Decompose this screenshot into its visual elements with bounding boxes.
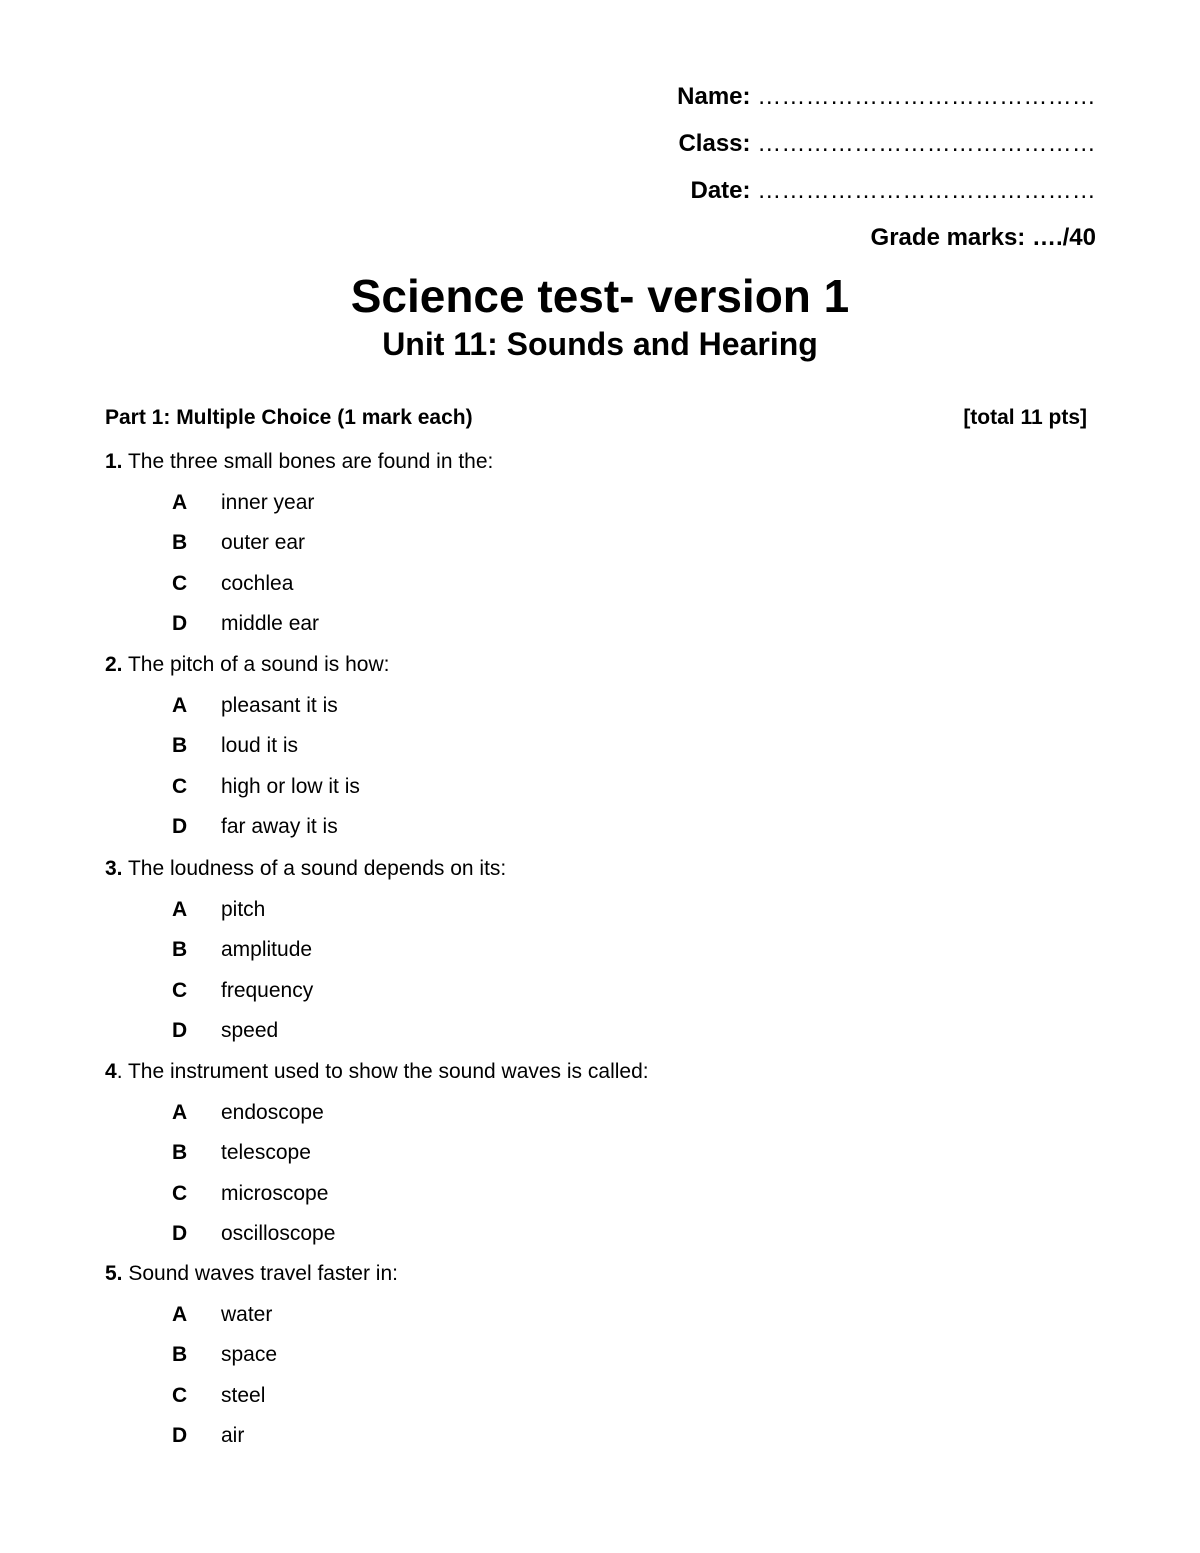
question-number: 4	[105, 1060, 117, 1083]
option-2-b	[172, 732, 298, 760]
option-letter: A	[172, 491, 188, 514]
part-heading	[105, 404, 1087, 432]
option-text: pitch	[221, 898, 266, 921]
option-3-c	[172, 977, 313, 1005]
grade-field	[0, 223, 1096, 253]
option-text: space	[221, 1343, 278, 1366]
grade-value: …./40	[1031, 224, 1096, 251]
question-4	[105, 1058, 649, 1086]
date-field	[0, 176, 1096, 206]
option-4-d	[172, 1220, 335, 1248]
option-3-a	[172, 896, 265, 924]
part-total: [total 11 pts]	[963, 406, 1087, 429]
option-letter: D	[172, 612, 188, 635]
option-text: oscilloscope	[221, 1222, 336, 1245]
question-number: 2.	[105, 653, 123, 676]
option-letter: A	[172, 694, 188, 717]
option-text: steel	[221, 1384, 266, 1407]
option-letter: B	[172, 1343, 188, 1366]
option-letter: A	[172, 1101, 188, 1124]
option-letter: C	[172, 572, 188, 595]
option-text: air	[221, 1424, 245, 1447]
question-2	[105, 651, 389, 679]
option-1-b	[172, 529, 305, 557]
option-letter: C	[172, 979, 188, 1002]
class-blank: ……………………………………	[757, 130, 1096, 157]
option-5-c	[172, 1382, 265, 1410]
option-letter: D	[172, 1019, 188, 1042]
class-label: Class:	[678, 130, 751, 157]
option-text: middle ear	[221, 612, 320, 635]
option-letter: B	[172, 531, 188, 554]
option-text: high or low it is	[221, 775, 360, 798]
question-text: The loudness of a sound depends on its:	[122, 857, 507, 880]
question-1	[105, 448, 493, 476]
question-text: . The instrument used to show the sound waves is called:	[116, 1060, 649, 1083]
option-5-b	[172, 1341, 277, 1369]
option-4-c	[172, 1180, 328, 1208]
question-text: Sound waves travel faster in:	[122, 1262, 398, 1285]
question-3	[105, 855, 506, 883]
question-number: 5.	[105, 1262, 123, 1285]
option-letter: B	[172, 734, 188, 757]
option-text: amplitude	[221, 938, 313, 961]
part-title: Part 1: Multiple Choice (1 mark each)	[105, 406, 473, 429]
question-number: 3.	[105, 857, 123, 880]
page-subtitle: Unit 11: Sounds and Hearing	[382, 326, 818, 362]
option-3-b	[172, 936, 312, 964]
option-2-d	[172, 813, 338, 841]
option-text: loud it is	[221, 734, 299, 757]
option-letter: B	[172, 1141, 188, 1164]
option-5-d	[172, 1422, 244, 1450]
option-letter: D	[172, 815, 188, 838]
date-blank: ……………………………………	[757, 177, 1096, 204]
option-text: far away it is	[221, 815, 338, 838]
option-letter: C	[172, 775, 188, 798]
option-text: cochlea	[221, 572, 294, 595]
option-1-c	[172, 570, 293, 598]
option-3-d	[172, 1017, 278, 1045]
option-1-d	[172, 610, 319, 638]
option-letter: C	[172, 1384, 188, 1407]
question-5	[105, 1260, 398, 1288]
option-letter: D	[172, 1424, 188, 1447]
option-text: endoscope	[221, 1101, 324, 1124]
name-blank: ……………………………………	[757, 83, 1096, 110]
option-text: pleasant it is	[221, 694, 338, 717]
option-letter: C	[172, 1182, 188, 1205]
date-label: Date:	[690, 177, 751, 204]
option-5-a	[172, 1301, 272, 1329]
option-text: water	[221, 1303, 273, 1326]
option-text: speed	[221, 1019, 279, 1042]
option-text: outer ear	[221, 531, 306, 554]
question-text: The pitch of a sound is how:	[122, 653, 390, 676]
name-field	[0, 82, 1096, 112]
class-field	[0, 129, 1096, 159]
option-text: inner year	[221, 491, 315, 514]
option-2-a	[172, 692, 338, 720]
option-4-b	[172, 1139, 311, 1167]
grade-label: Grade marks:	[870, 224, 1026, 251]
option-text: telescope	[221, 1141, 311, 1164]
option-1-a	[172, 489, 314, 517]
option-letter: D	[172, 1222, 188, 1245]
name-label: Name:	[677, 83, 751, 110]
option-letter: A	[172, 898, 188, 921]
option-text: frequency	[221, 979, 314, 1002]
question-number: 1.	[105, 450, 123, 473]
option-2-c	[172, 773, 360, 801]
page-title: Science test- version 1	[350, 270, 850, 322]
option-letter: B	[172, 938, 188, 961]
option-4-a	[172, 1099, 324, 1127]
option-text: microscope	[221, 1182, 329, 1205]
option-letter: A	[172, 1303, 188, 1326]
question-text: The three small bones are found in the:	[122, 450, 494, 473]
